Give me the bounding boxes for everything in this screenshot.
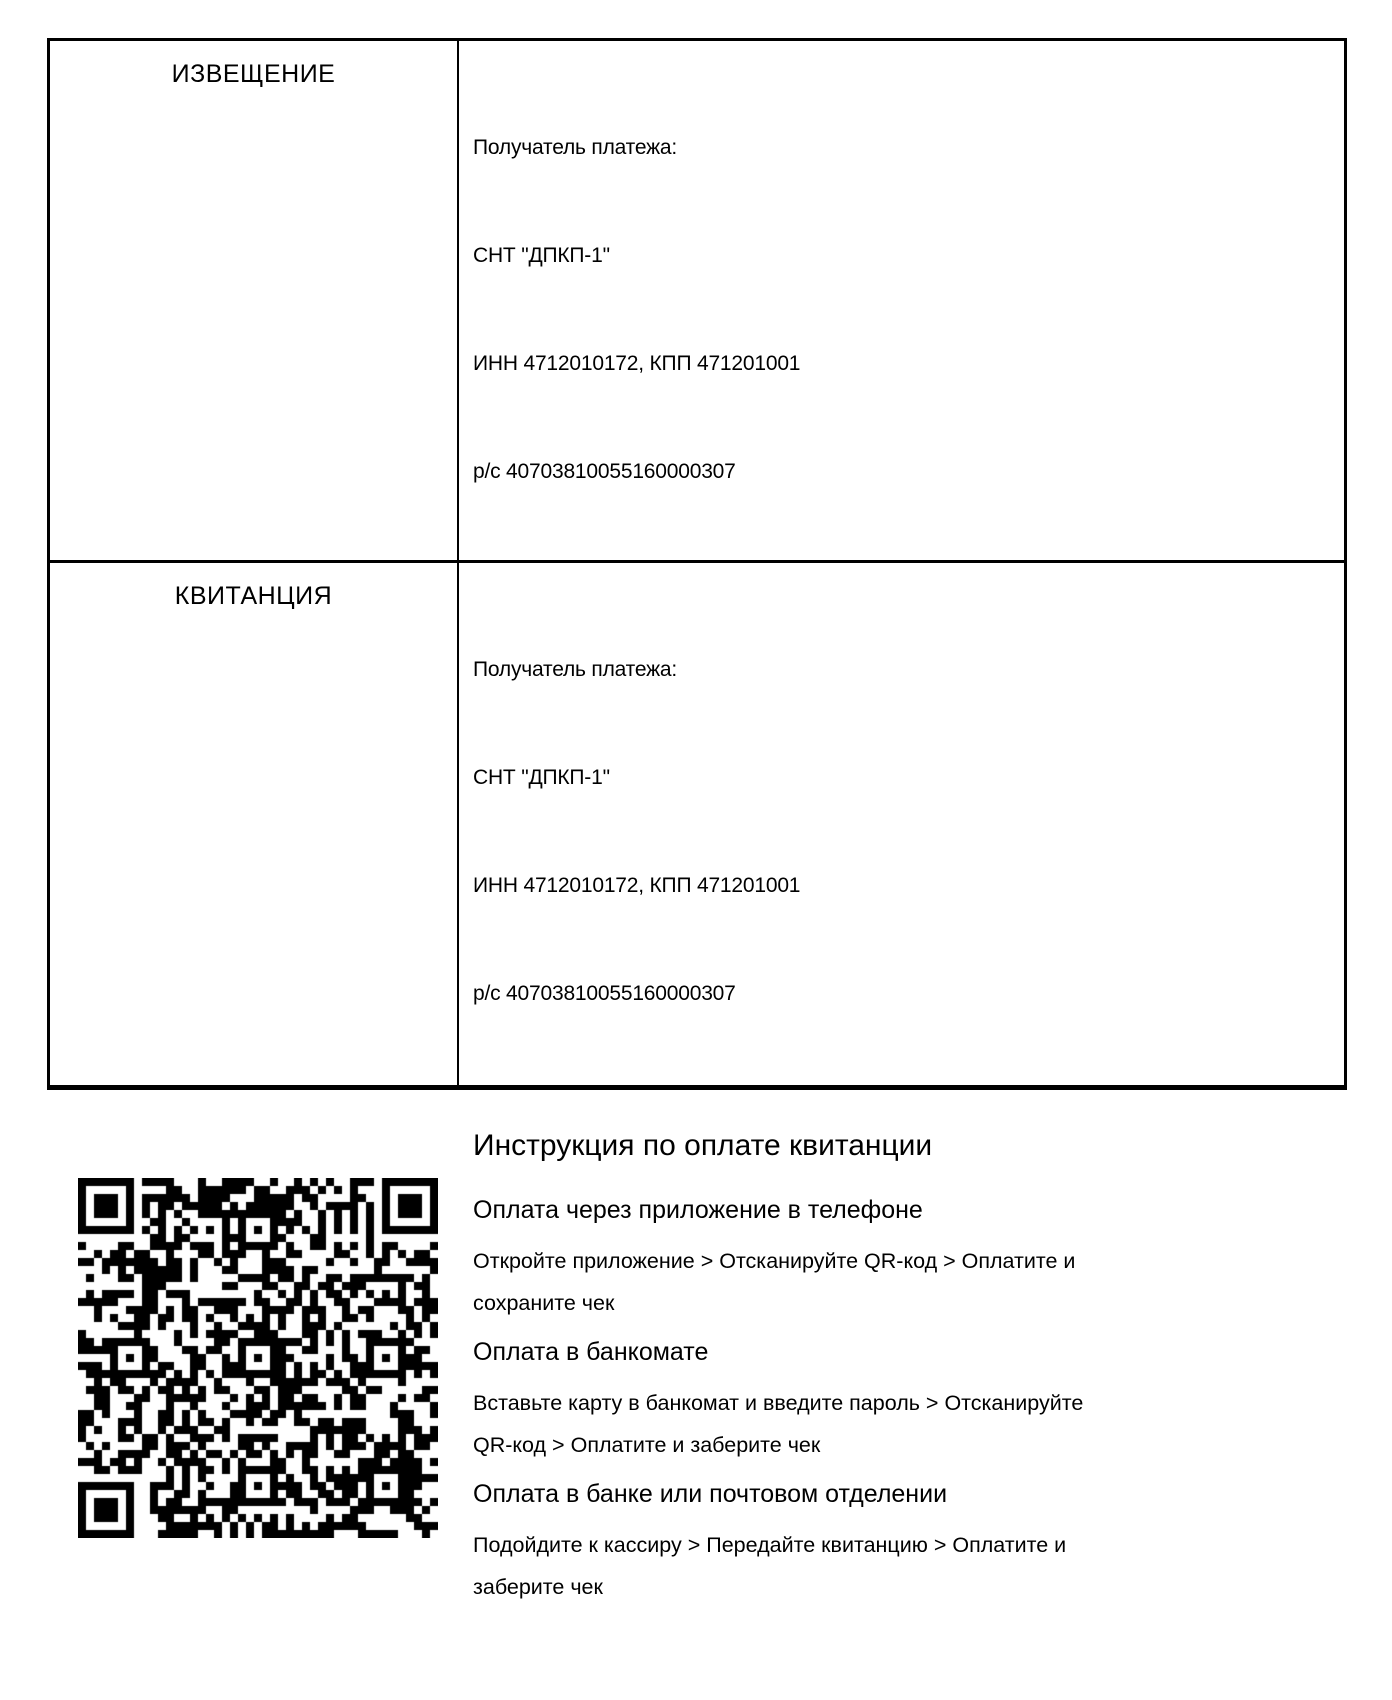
receipt-title-cell xyxy=(50,563,459,1085)
notice-details-cell xyxy=(459,41,1344,563)
payment-instructions xyxy=(473,1128,1243,1621)
recipient-line: СНТ "ДПКП-1" xyxy=(473,766,610,789)
notice-row xyxy=(50,41,1344,563)
instruction-line: QR-код > Оплатите и заберите чек xyxy=(473,1433,821,1457)
instruction-line: заберите чек xyxy=(473,1575,603,1599)
recipient-line: ИНН 4712010172, КПП 471201001 xyxy=(473,352,801,375)
recipient-line: Получатель платежа: xyxy=(473,136,678,159)
instruction-heading-app: Оплата через приложение в телефоне xyxy=(473,1196,923,1224)
instruction-body-bank xyxy=(473,1524,1243,1608)
qr-code-icon xyxy=(78,1178,438,1538)
instruction-heading-bank: Оплата в банке или почтовом отделении xyxy=(473,1480,948,1508)
instruction-body-app xyxy=(473,1240,1243,1324)
instruction-line: Подойдите к кассиру > Передайте квитанцию > Оплатите и xyxy=(473,1533,1067,1557)
notice-title-cell xyxy=(50,41,459,563)
section-title: КВИТАНЦИЯ xyxy=(174,582,333,610)
recipient-line: СНТ "ДПКП-1" xyxy=(473,244,610,267)
recipient-line xyxy=(473,1084,1330,1085)
instruction-heading-atm: Оплата в банкомате xyxy=(473,1338,709,1366)
instruction-body-atm xyxy=(473,1382,1243,1466)
recipient-line: Получатель платежа: xyxy=(473,658,678,681)
receipt-row xyxy=(50,563,1344,1085)
instruction-line: сохраните чек xyxy=(473,1291,615,1315)
instruction-line: Вставьте карту в банкомат и введите пароль > Отсканируйте xyxy=(473,1391,1084,1415)
receipt-table xyxy=(47,38,1347,1090)
recipient-line: ИНН 4712010172, КПП 471201001 xyxy=(473,874,801,897)
recipient-line: р/с 40703810055160000307 xyxy=(473,982,736,1005)
qr-code-container xyxy=(78,1178,438,1538)
instructions-title: Инструкция по оплате квитанции xyxy=(473,1129,933,1162)
section-title: ИЗВЕЩЕНИЕ xyxy=(171,60,336,88)
receipt-details-cell xyxy=(459,563,1344,1085)
recipient-line: р/с 40703810055160000307 xyxy=(473,460,736,483)
instruction-line: Откройте приложение > Отсканируйте QR-код > Оплатите и xyxy=(473,1249,1076,1273)
